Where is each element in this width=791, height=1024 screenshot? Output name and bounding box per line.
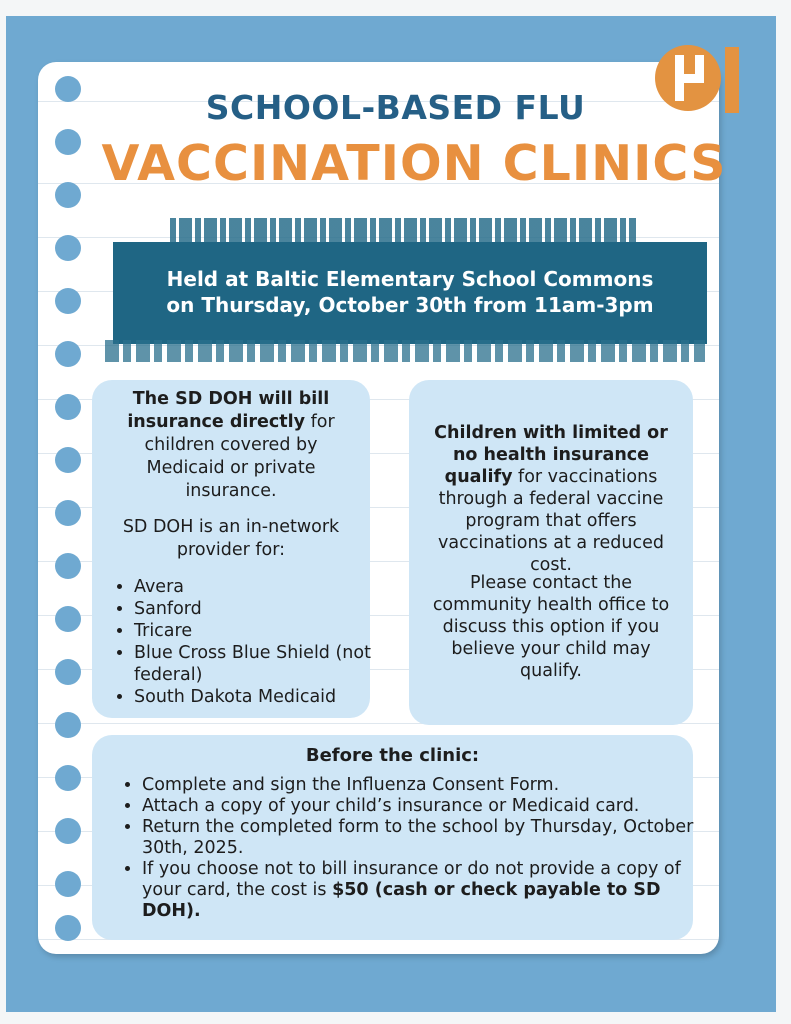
- before-clinic-box: [92, 735, 693, 940]
- banner-line-1: Held at Baltic Elementary School Commons: [166, 267, 654, 291]
- cost-text: If you choose not to bill insurance or do not provide a copy of your card, the cost is: [142, 859, 681, 900]
- binder-hole: [55, 394, 81, 420]
- billing-intro-rest: for children covered by Medicaid or private insurance.: [144, 412, 335, 501]
- list-item: • South Dakota Medicaid: [134, 686, 396, 708]
- list-item: • Complete and sign the Influenza Consent Form.: [142, 775, 702, 796]
- binder-hole: [55, 871, 81, 897]
- qualify-text: [419, 422, 683, 576]
- insurance-billing-box: [92, 380, 370, 718]
- banner-brush-bottom: [105, 340, 705, 362]
- before-clinic-heading: Before the clinic:: [305, 745, 480, 766]
- list-item: • Tricare: [134, 620, 396, 642]
- list-item: • Sanford: [134, 598, 396, 620]
- binder-hole: [55, 235, 81, 261]
- binder-hole: [55, 500, 81, 526]
- binder-hole: [55, 712, 81, 738]
- binder-hole: [55, 341, 81, 367]
- binder-hole: [55, 288, 81, 314]
- binder-hole: [55, 818, 81, 844]
- list-item: [142, 859, 702, 922]
- billing-intro-bold: The SD DOH will bill insurance directly: [127, 389, 330, 432]
- list-item: • Blue Cross Blue Shield (not federal): [134, 642, 396, 686]
- binder-hole: [55, 659, 81, 685]
- billing-intro: [106, 388, 356, 503]
- binder-hole: [55, 553, 81, 579]
- cost-bold: $50 (cash or check payable to SD DOH).: [142, 880, 661, 921]
- step-list: [110, 775, 702, 922]
- banner-line-2: on Thursday, October 30th from 11am-3pm: [166, 293, 654, 317]
- limited-insurance-box: [409, 380, 693, 725]
- binder-hole: [55, 606, 81, 632]
- list-item: • Avera: [134, 576, 396, 598]
- provider-list: [100, 576, 396, 708]
- binder-hole: [55, 447, 81, 473]
- binder-hole: [55, 915, 81, 941]
- qualify-bold: Children with limited or no health insurance qualify: [434, 423, 668, 487]
- qualify-rest: for vaccinations through a federal vaccine program that offers vaccinations at a reduced cost.: [438, 467, 664, 575]
- title-line-1: SCHOOL-BASED FLU: [205, 88, 586, 127]
- list-item: • Attach a copy of your child’s insurance or Medicaid card.: [142, 796, 702, 817]
- banner-text: [113, 266, 707, 318]
- list-item: • Return the completed form to the school by Thursday, October 30th, 2025.: [142, 817, 702, 859]
- network-provider-text: SD DOH is an in-network provider for:: [122, 517, 340, 560]
- contact-text: Please contact the community health office to discuss this option if you believe your child may qualify.: [432, 573, 670, 681]
- binder-hole: [55, 765, 81, 791]
- title-line-2: VACCINATION CLINICS: [101, 135, 727, 192]
